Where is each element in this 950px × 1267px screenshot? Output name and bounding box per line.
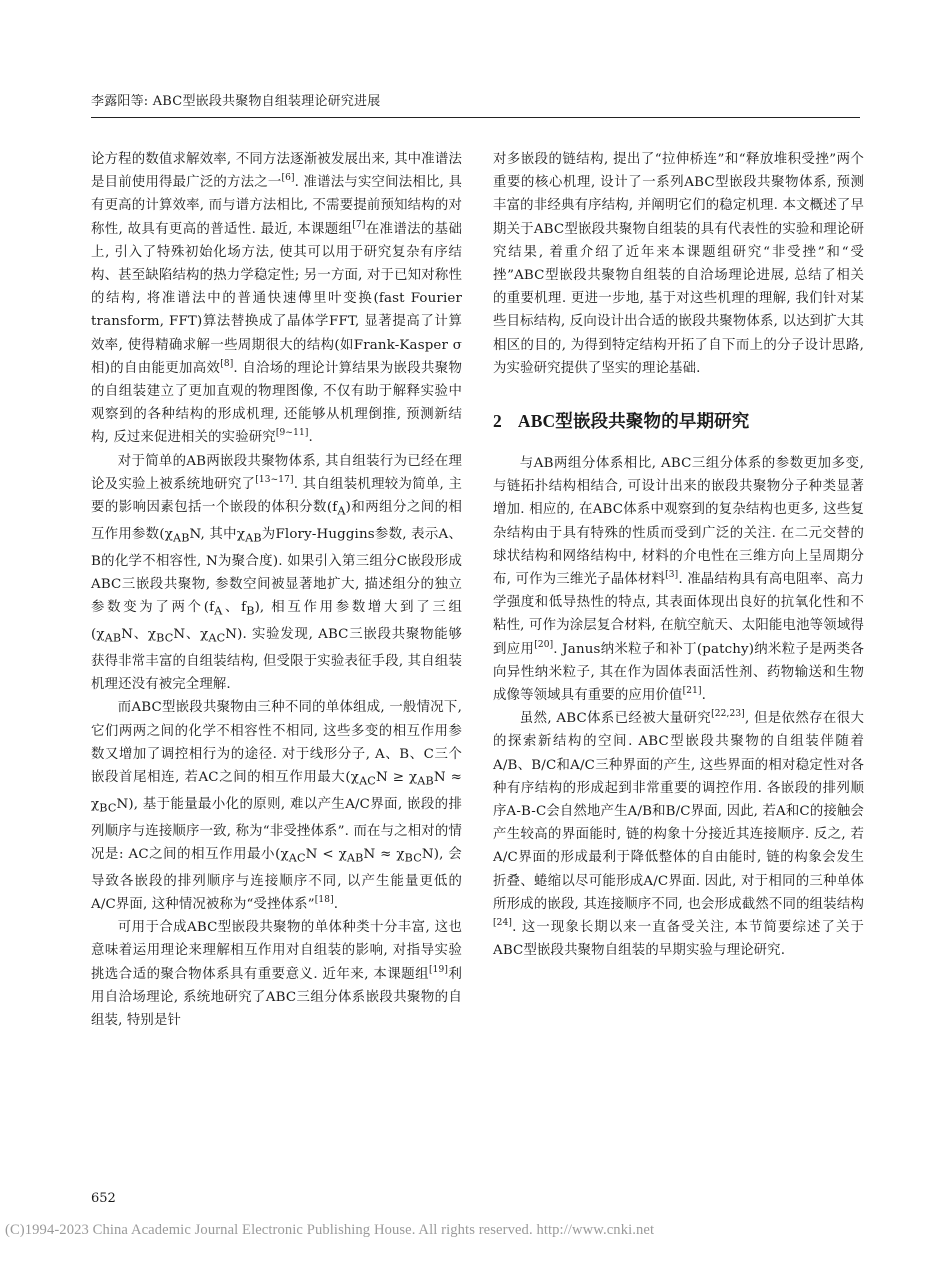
citation[interactable]: [18]	[314, 895, 334, 905]
citation[interactable]: [13~17]	[255, 474, 294, 485]
citation[interactable]: [7]	[352, 219, 366, 230]
right-paragraph-2: 虽然, ABC体系已经被大量研究[22,23], 但是依然存在很大的探索新结构的空间. ABC型嵌段共聚物的自组装伴随着A/B、B/C和A/C三种界面的产生, 这些界面的相对稳定性对各种有序结构的形成起到非常重要的调控作用. 各嵌段的排列顺序A-B-C会自然地产生A/B和B/C界面, 因此, 若A和C的接触会产生较高的界面能时, 链的构象十分接近其连接顺序. 反之, 若A/C界面的形成最利于降低整体的自由能时, 链的构象会发生折叠、蜷缩以尽可能形成A/C界面. 因此, 对于相同的三种单体所形成的嵌段, 其连接顺序不同, 也会形成截然不同的组装结构[24]. 这一现象长期以来一直备受关注, 本节简要综述了关于ABC型嵌段共聚物自组装的早期实验与理论研究.	[493, 709, 864, 959]
left-paragraph-3: 而ABC型嵌段共聚物由三种不同的单体组成, 一般情况下, 它们两两之间的化学不相容性不相同, 这些多变的相互作用参数又增加了调控相行为的途径. 对于线形分子, A、B、C三个嵌段首尾相连, 若AC之间的相互作用最大$(\chi_{AC}N \ge \chi_{AB}N \approx \chi_{BC}N)$, 基于能量最小化的原则, 难以产生A/C界面, 嵌段的排列顺序与连接顺序一致, 称为“非受挫体系”. 而在与之相对的情况是: AC之间的相互作用最小$(\chi_{AC}N < \chi_{AB}N \approx \chi_{BC}N)$, 会导致各嵌段的排列顺序与连接顺序不同, 以产生能量更低的A/C界面, 这种情况被称为“受挫体系”[18].	[91, 700, 462, 912]
copyright-watermark: (C)1994-2023 China Academic Journal Electronic Publishing House. All rights reserved. http://www.cnki.net	[5, 1222, 655, 1238]
page-number: 652	[91, 1191, 116, 1206]
running-head: 李露阳等: ABC型嵌段共聚物自组装理论研究进展	[91, 94, 381, 109]
section-number: 2	[493, 411, 502, 432]
left-paragraph-4: 可用于合成ABC型嵌段共聚物的单体种类十分丰富, 这也意味着运用理论来理解相互作用对自组装的影响, 对指导实验挑选合适的聚合物体系具有重要意义. 近年来, 本课题组[19]利用自洽场理论, 系统地研究了ABC三组分体系嵌段共聚物的自组装, 特别是针	[91, 920, 462, 1029]
citation[interactable]: [19]	[429, 964, 449, 975]
section-heading	[493, 408, 864, 434]
citation[interactable]: [20]	[534, 639, 554, 650]
right-intro-paragraph: 对多嵌段的链结构, 提出了“拉伸桥连”和“释放堆积受挫”两个重要的核心机理, 设计了一系列ABC型嵌段共聚物体系, 预测丰富的非经典有序结构, 并阐明它们的稳定机理. 本文概述了早期关于ABC型嵌段共聚物自组装的具有代表性的实验和理论研究结果, 着重介绍了近年来本课题组研究“非受挫”和“受挫”ABC型嵌段共聚物自组装的自洽场理论进展, 总结了相关的重要机理. 更进一步地, 基于对这些机理的理解, 我们针对某些目标结构, 反向设计出合适的嵌段共聚物体系, 以达到扩大其相区的目的, 为得到特定结构开拓了自下而上的分子设计思路, 为实验研究提供了坚实的理论基础.	[493, 152, 864, 376]
section-title: ABC型嵌段共聚物的早期研究	[517, 411, 750, 432]
header-rule	[91, 117, 860, 118]
citation[interactable]: [8]	[220, 358, 234, 369]
left-column	[91, 148, 462, 1032]
left-paragraph-1: 论方程的数值求解效率, 不同方法逐渐被发展出来, 其中准谱法是目前使用得最广泛的方法之一[6]. 准谱法与实空间法相比, 具有更高的计算效率, 而与谱方法相比, 不需要提前预知结构的对称性, 故具有更高的普适性. 最近, 本课题组[7]在准谱法的基础上, 引入了特殊初始化场方法, 使其可以用于研究复杂有序结构、甚至缺陷结构的热力学稳定性; 另一方面, 对于已知对称性的结构, 将准谱法中的普通快速傅里叶变换(fast Fourier transform, FFT)算法替换成了晶体学FFT, 显著提高了计算效率, 使得精确求解一些周期很大的结构(如Frank-Kasper σ相)的自由能更加高效[8]. 自洽场的理论计算结果为嵌段共聚物的自组装建立了更加直观的物理图像, 不仅有助于解释实验中观察到的各种结构的形成机理, 还能够从机理倒推, 预测新结构, 反过来促进相关的实验研究[9~11].	[91, 152, 462, 446]
citation[interactable]: [6]	[281, 173, 295, 184]
left-paragraph-2: 对于简单的AB两嵌段共聚物体系, 其自组装行为已经在理论及实验上被系统地研究了[13~17]. 其自组装机理较为简单, 主要的影响因素包括一个嵌段的体积分数$(f_A)$和两组分之间的相互作用参数($\chi_{AB}N$, 其中$\chi_{AB}$为Flory-Huggins参数, 表示A、B的化学不相容性, N为聚合度). 如果引入第三组分C嵌段形成ABC三嵌段共聚物, 参数空间被显著地扩大, 描述组分的独立参数变为了两个($f_A$、$f_B$), 相互作用参数增大到了三组($\chi_{AB}N$、$\chi_{BC}N$、$\chi_{AC}N$). 实验发现, ABC三嵌段共聚物能够获得非常丰富的自组装结构, 但受限于实验表征手段, 其自组装机理还没有被完全理解.	[91, 453, 463, 693]
right-column	[493, 148, 864, 963]
citation[interactable]: [9~11]	[275, 428, 309, 439]
citation[interactable]: [22,23]	[711, 709, 745, 720]
citation[interactable]: [3]	[665, 570, 679, 581]
right-paragraph-1: 与AB两组分体系相比, ABC三组分体系的参数更加多变, 与链拓扑结构相结合, 可设计出来的嵌段共聚物分子种类显著增加. 相应的, 在ABC体系中观察到的复杂结构也更多, 这些复杂结构由于具有特殊的性质而受到广泛的关注. 在二元交替的球状结构和网络结构中, 材料的介电性在三维方向上呈周期分布, 可作为三维光子晶体材料[3]. 准晶结构具有高电阻率、高力学强度和低导热性的特点, 其表面体现出良好的抗氧化性和不粘性, 可作为涂层复合材料, 在航空航天、太阳能电池等领域得到应用[20]. Janus纳米粒子和补丁(patchy)纳米粒子是两类各向异性纳米粒子, 其在作为固体表面活性剂、药物输送和生物成像等领域具有重要的应用价值[21].	[493, 456, 864, 704]
citation[interactable]: [21]	[682, 686, 702, 697]
citation[interactable]: [24]	[493, 918, 513, 929]
